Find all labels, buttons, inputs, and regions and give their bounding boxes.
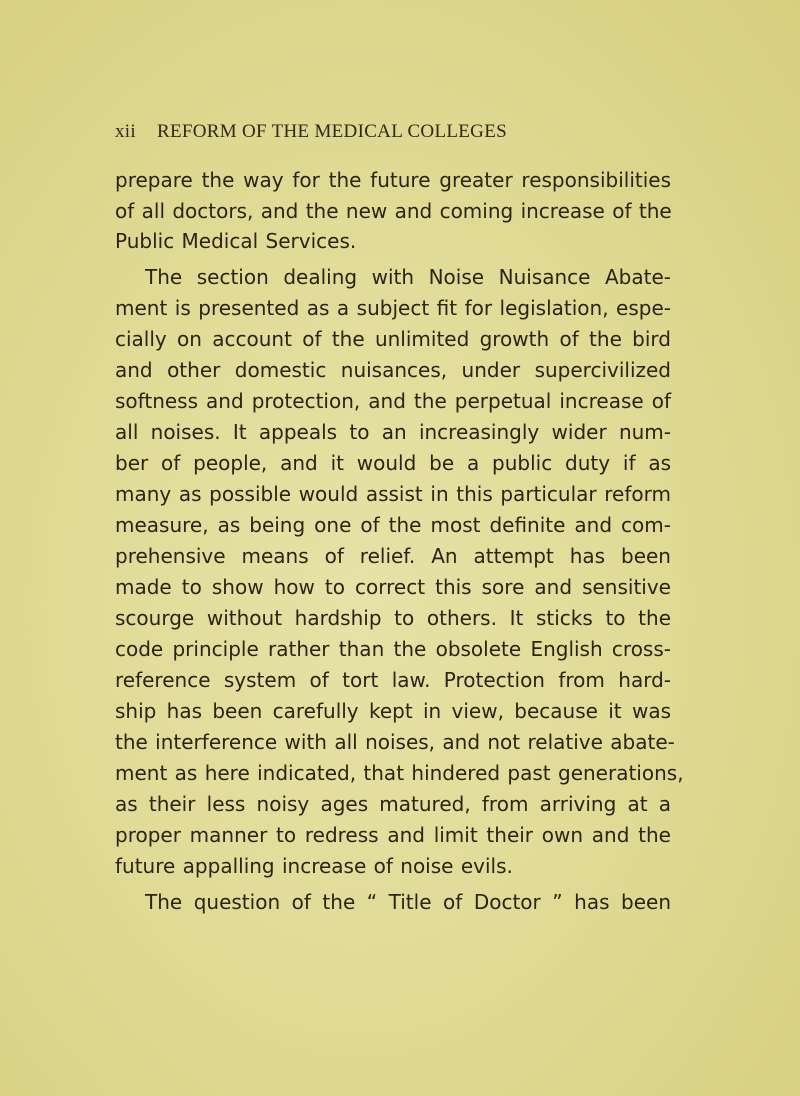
- text-line: The section dealing with Noise Nuisance Abate-: [145, 265, 671, 289]
- text-line: all noises. It appeals to an increasingly wider num-: [115, 420, 671, 444]
- text-line: made to show how to correct this sore and sensitive: [115, 575, 671, 599]
- text-line: cially on account of the unlimited growth of the bird: [115, 327, 671, 351]
- text-line: the interference with all noises, and not relative abate-: [115, 730, 675, 754]
- text-line: ment as here indicated, that hindered past generations,: [115, 761, 684, 785]
- text-line: and other domestic nuisances, under supercivilized: [115, 358, 671, 382]
- text-line: future appalling increase of noise evils.: [115, 854, 513, 878]
- text-line: Public Medical Services.: [115, 229, 357, 253]
- text-line: prehensive means of relief. An attempt has been: [115, 544, 671, 568]
- text-line: ship has been carefully kept in view, because it was: [115, 699, 671, 723]
- text-line: code principle rather than the obsolete English cross-: [115, 637, 671, 661]
- text-line: The question of the “ Title of Doctor ” has been: [145, 890, 671, 914]
- text-line: proper manner to redress and limit their own and the: [115, 823, 671, 847]
- text-line: ment is presented as a subject fit for legislation, espe-: [115, 296, 671, 320]
- text-line: softness and protection, and the perpetual increase of: [115, 389, 671, 413]
- running-head: [115, 121, 675, 147]
- text-line: of all doctors, and the new and coming increase of the: [115, 199, 672, 223]
- page-number: xii: [115, 121, 136, 142]
- text-line: prepare the way for the future greater responsibilities: [115, 168, 671, 192]
- text-line: many as possible would assist in this particular reform: [115, 482, 671, 506]
- text-line: as their less noisy ages matured, from arriving at a: [115, 792, 671, 816]
- text-line: reference system of tort law. Protection from hard-: [115, 668, 671, 692]
- running-title: REFORM OF THE MEDICAL COLLEGES: [157, 121, 507, 142]
- text-line: scourge without hardship to others. It sticks to the: [115, 606, 671, 630]
- text-line: ber of people, and it would be a public duty if as: [115, 451, 671, 475]
- text-line: measure, as being one of the most definite and com-: [115, 513, 671, 537]
